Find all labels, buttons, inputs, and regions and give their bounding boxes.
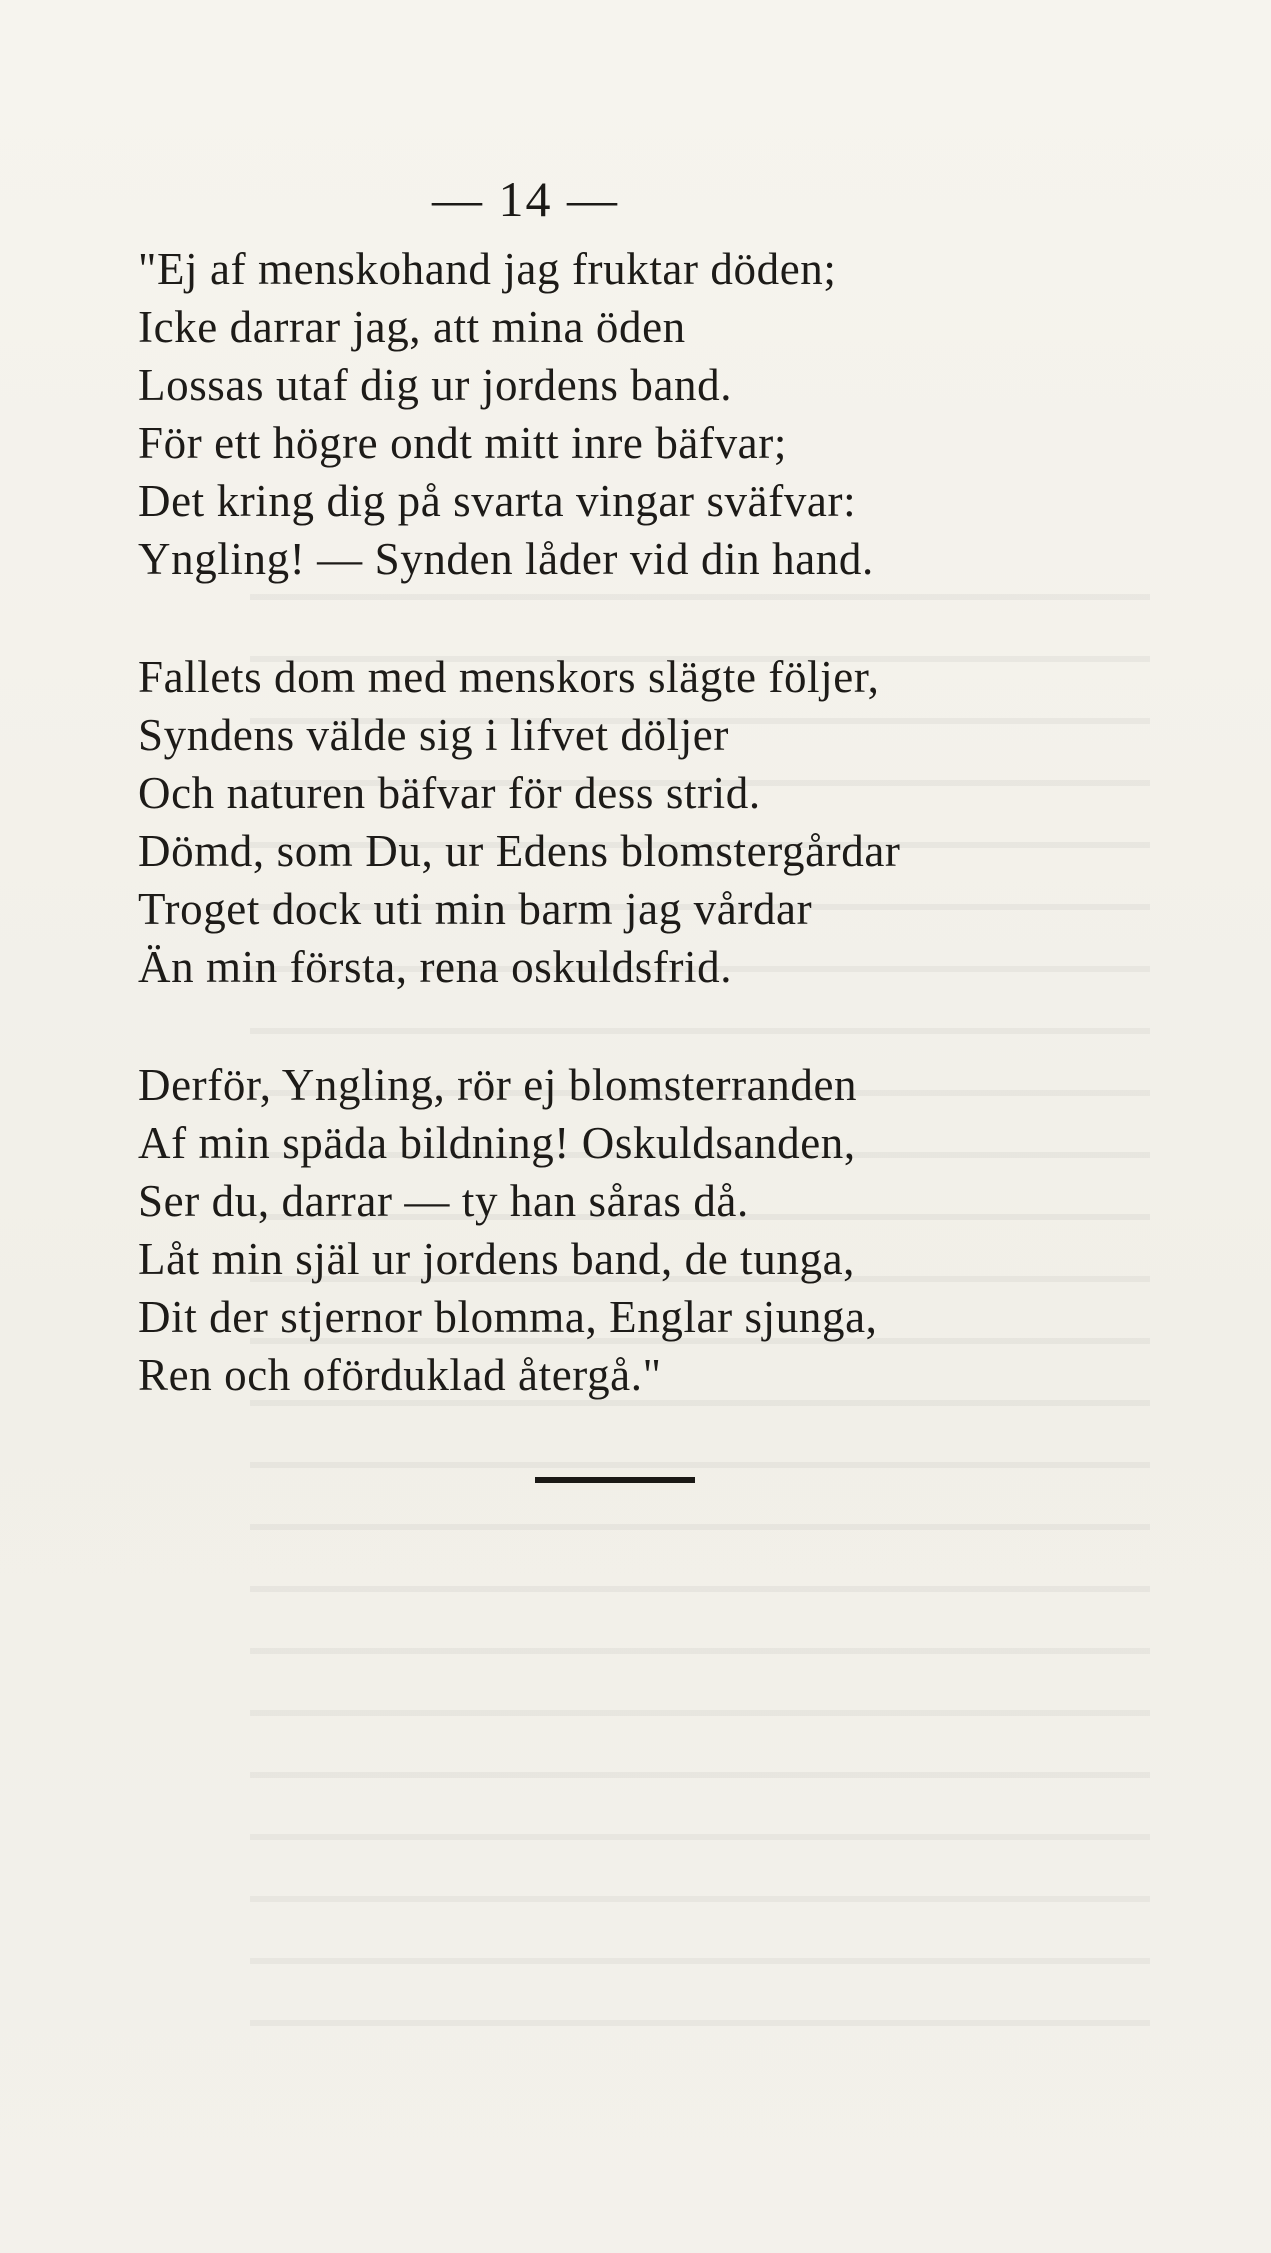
page-number: — 14 — bbox=[432, 171, 619, 227]
poem-line: Ser du, darrar — ty han såras då. bbox=[138, 1176, 749, 1226]
poem-line: "Ej af menskohand jag fruktar döden; bbox=[138, 244, 837, 294]
poem-line: Lossas utaf dig ur jordens band. bbox=[138, 360, 733, 410]
poem bbox=[138, 240, 1138, 1404]
poem-line: Icke darrar jag, att mina öden bbox=[138, 302, 686, 352]
section-divider bbox=[535, 1477, 695, 1483]
stanza-3 bbox=[138, 1056, 1138, 1404]
poem-line: Ren och oförduklad återgå." bbox=[138, 1350, 662, 1400]
poem-line: Det kring dig på svarta vingar sväfvar: bbox=[138, 476, 857, 526]
poem-line: Och naturen bäfvar för dess strid. bbox=[138, 768, 761, 818]
poem-line: Fallets dom med menskors slägte följer, bbox=[138, 652, 880, 702]
poem-line: Troget dock uti min barm jag vårdar bbox=[138, 884, 813, 934]
poem-line: Dömd, som Du, ur Edens blomstergårdar bbox=[138, 826, 901, 876]
poem-line: Af min späda bildning! Oskuldsanden, bbox=[138, 1118, 856, 1168]
poem-line: Låt min själ ur jordens band, de tunga, bbox=[138, 1234, 855, 1284]
stanza-1 bbox=[138, 240, 1138, 588]
poem-line: Dit der stjernor blomma, Englar sjunga, bbox=[138, 1292, 878, 1342]
poem-line: Än min första, rena oskuldsfrid. bbox=[138, 942, 733, 992]
stanza-2 bbox=[138, 648, 1138, 996]
poem-line: Syndens välde sig i lifvet döljer bbox=[138, 710, 729, 760]
poem-line: Yngling! — Synden låder vid din hand. bbox=[138, 534, 874, 584]
poem-line: Derför, Yngling, rör ej blomsterranden bbox=[138, 1060, 858, 1110]
poem-line: För ett högre ondt mitt inre bäfvar; bbox=[138, 418, 787, 468]
